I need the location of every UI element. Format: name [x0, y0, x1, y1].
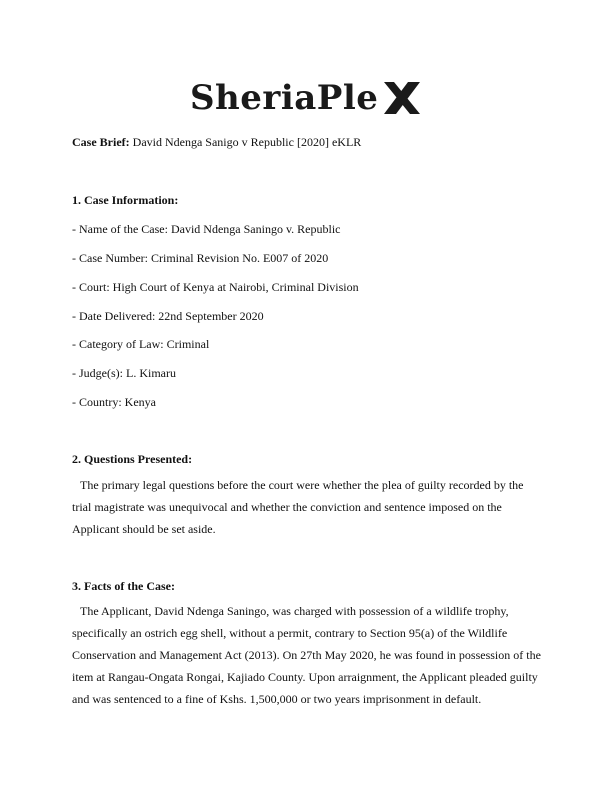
- x-mark-icon: [382, 78, 422, 118]
- case-info-category: - Category of Law: Criminal: [72, 337, 210, 351]
- case-info-court: - Court: High Court of Kenya at Nairobi, Criminal Division: [72, 280, 359, 294]
- case-brief-title: [72, 134, 361, 150]
- facts-heading: 3. Facts of the Case:: [72, 579, 175, 593]
- case-info-number: - Case Number: Criminal Revision No. E007 of 2020: [72, 251, 329, 265]
- case-information-heading: 1. Case Information:: [72, 193, 179, 207]
- case-info-judge: - Judge(s): L. Kimaru: [72, 366, 176, 380]
- case-brief-label: Case Brief:: [72, 135, 130, 149]
- case-brief-name: David Ndenga Sanigo v Republic [2020] eKLR: [129, 135, 362, 149]
- questions-presented-heading: 2. Questions Presented:: [72, 452, 193, 466]
- facts-text: The Applicant, David Ndenga Saningo, was charged with possession of a wildlife trophy, specifically an ostrich egg shell, without a permit, contrary to Section 95(a) of the Wildlife Conservation and Management Act (2013). On 27th May 2020, he was found in possession of the item at Rangau-Ongata Rongai, Kajiado County. Upon arraignment, the Applicant pleaded guilty and was sentenced to a fine of Kshs. 1,500,000 or two years imprisonment in default.: [72, 604, 541, 706]
- case-info-name: - Name of the Case: David Ndenga Saningo v. Republic: [72, 222, 341, 236]
- case-info-date: - Date Delivered: 22nd September 2020: [72, 309, 264, 323]
- logo-text: SheriaPle: [190, 78, 379, 118]
- case-info-country: - Country: Kenya: [72, 395, 156, 409]
- sheriaplex-logo: [190, 74, 422, 122]
- questions-presented-text: The primary legal questions before the court were whether the plea of guilty recorded by the trial magistrate was unequivocal and whether the conviction and sentence imposed on the Applicant should be set aside.: [72, 478, 524, 536]
